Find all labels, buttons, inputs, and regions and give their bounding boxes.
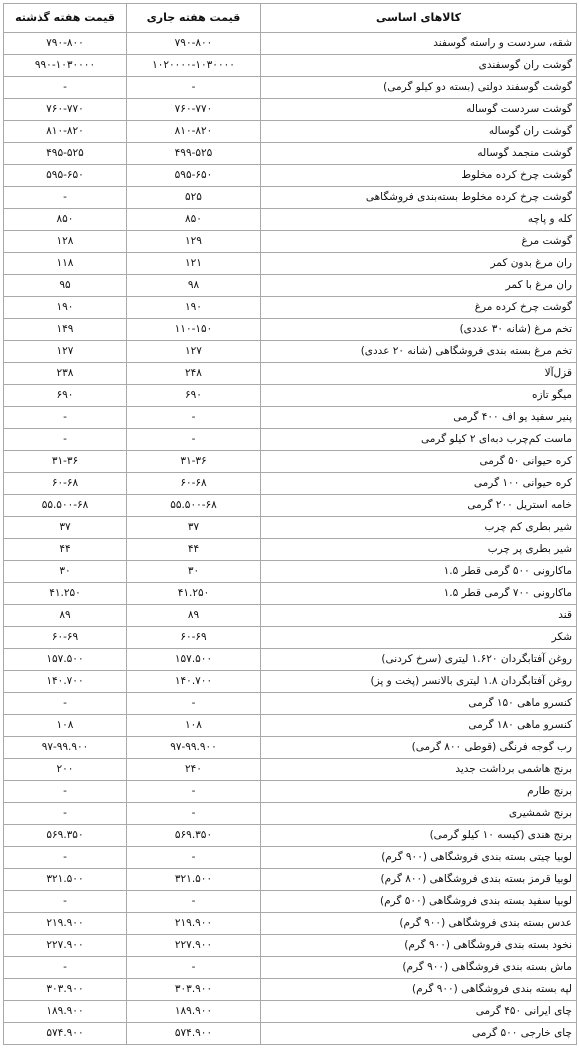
cell-item: کنسرو ماهی ۱۸۰ گرمی (261, 715, 577, 737)
cell-current-price: ۶۰-۶۸ (127, 473, 261, 495)
cell-current-price: ۵۷۴.۹۰۰ (127, 1023, 261, 1045)
cell-current-price: - (127, 693, 261, 715)
cell-previous-price: ۵۶۹.۳۵۰ (4, 825, 127, 847)
cell-previous-price: ۱۲۷ (4, 341, 127, 363)
cell-item: شکر (261, 627, 577, 649)
cell-item: گوشت چرخ کرده مرغ (261, 297, 577, 319)
cell-current-price: ۵۵.۵۰۰-۶۸ (127, 495, 261, 517)
cell-item: ران مرغ با کمر (261, 275, 577, 297)
table-row (4, 319, 577, 341)
cell-item: برنج هندی (کیسه ۱۰ کیلو گرمی) (261, 825, 577, 847)
cell-item: ماست کم‌چرب دبه‌ای ۲ کیلو گرمی (261, 429, 577, 451)
cell-previous-price: ۱۲۸ (4, 231, 127, 253)
cell-item: خامه استریل ۲۰۰ گرمی (261, 495, 577, 517)
table-row (4, 253, 577, 275)
table-row (4, 539, 577, 561)
cell-previous-price: ۷۹۰-۸۰۰ (4, 33, 127, 55)
cell-current-price: ۳۲۱.۵۰۰ (127, 869, 261, 891)
cell-previous-price: ۱۸۹.۹۰۰ (4, 1001, 127, 1023)
cell-current-price: ۴۴ (127, 539, 261, 561)
cell-current-price: ۱۴۰.۷۰۰ (127, 671, 261, 693)
cell-previous-price: ۸۵۰ (4, 209, 127, 231)
cell-item: گوشت منجمد گوساله (261, 143, 577, 165)
table-header-row (4, 4, 577, 33)
cell-previous-price: ۶۹۰ (4, 385, 127, 407)
cell-item: گوشت مرغ (261, 231, 577, 253)
cell-previous-price: ۳۲۱.۵۰۰ (4, 869, 127, 891)
table-row (4, 33, 577, 55)
table-row (4, 143, 577, 165)
cell-current-price: - (127, 847, 261, 869)
cell-previous-price: ۱۹۰ (4, 297, 127, 319)
table-row (4, 759, 577, 781)
cell-previous-price: - (4, 187, 127, 209)
table-row (4, 121, 577, 143)
cell-current-price: - (127, 891, 261, 913)
cell-current-price: ۱۲۹ (127, 231, 261, 253)
cell-item: قند (261, 605, 577, 627)
cell-previous-price: ۸۹ (4, 605, 127, 627)
cell-item: عدس بسته بندی فروشگاهی (۹۰۰ گرم) (261, 913, 577, 935)
table-row (4, 803, 577, 825)
cell-item: قزل‌آلا (261, 363, 577, 385)
cell-item: رب گوجه فرنگی (قوطی ۸۰۰ گرمی) (261, 737, 577, 759)
cell-current-price: ۲۴۸ (127, 363, 261, 385)
cell-current-price: - (127, 957, 261, 979)
cell-item: کنسرو ماهی ۱۵۰ گرمی (261, 693, 577, 715)
cell-current-price: ۵۹۵-۶۵۰ (127, 165, 261, 187)
table-row (4, 495, 577, 517)
table-row (4, 473, 577, 495)
cell-item: برنج هاشمی برداشت جدید (261, 759, 577, 781)
cell-item: لوبیا چیتی بسته بندی فروشگاهی (۹۰۰ گرم) (261, 847, 577, 869)
cell-previous-price: ۴۹۵-۵۲۵ (4, 143, 127, 165)
cell-item: کره حیوانی ۵۰ گرمی (261, 451, 577, 473)
cell-current-price: ۱۰۲۰۰۰۰-۱۰۳۰۰۰۰ (127, 55, 261, 77)
cell-item: گوشت سردست گوساله (261, 99, 577, 121)
cell-previous-price: ۲۰۰ (4, 759, 127, 781)
table-row (4, 517, 577, 539)
cell-current-price: ۸۵۰ (127, 209, 261, 231)
cell-current-price: ۹۸ (127, 275, 261, 297)
cell-previous-price: ۲۳۸ (4, 363, 127, 385)
cell-current-price: ۳۱-۳۶ (127, 451, 261, 473)
cell-current-price: - (127, 429, 261, 451)
table-row (4, 781, 577, 803)
table-row (4, 935, 577, 957)
cell-current-price: ۱۲۷ (127, 341, 261, 363)
price-table (3, 3, 577, 1045)
cell-previous-price: - (4, 957, 127, 979)
table-row (4, 451, 577, 473)
cell-current-price: ۸۹ (127, 605, 261, 627)
table-row (4, 825, 577, 847)
table-row (4, 957, 577, 979)
table-row (4, 561, 577, 583)
cell-item: ماکارونی ۷۰۰ گرمی قطر ۱.۵ (261, 583, 577, 605)
table-row (4, 605, 577, 627)
table-row (4, 913, 577, 935)
cell-current-price: ۱۰۸ (127, 715, 261, 737)
cell-item: نخود بسته بندی فروشگاهی (۹۰۰ گرم) (261, 935, 577, 957)
header-item: کالاهای اساسی (261, 4, 577, 33)
table-row (4, 847, 577, 869)
cell-item: پنیر سفید یو اف ۴۰۰ گرمی (261, 407, 577, 429)
cell-current-price: ۶۰-۶۹ (127, 627, 261, 649)
cell-current-price: ۴۹۹-۵۲۵ (127, 143, 261, 165)
cell-current-price: - (127, 407, 261, 429)
cell-current-price: ۲۴۰ (127, 759, 261, 781)
cell-previous-price: ۶۰-۶۹ (4, 627, 127, 649)
table-row (4, 231, 577, 253)
cell-previous-price: - (4, 429, 127, 451)
cell-item: تخم مرغ (شانه ۳۰ عددی) (261, 319, 577, 341)
table-row (4, 737, 577, 759)
cell-previous-price: ۳۰۳.۹۰۰ (4, 979, 127, 1001)
cell-current-price: ۲۱۹.۹۰۰ (127, 913, 261, 935)
cell-current-price: ۴۱.۲۵۰ (127, 583, 261, 605)
table-row (4, 429, 577, 451)
cell-previous-price: ۹۵ (4, 275, 127, 297)
header-current-week: قیمت هفته جاری (127, 4, 261, 33)
table-row (4, 649, 577, 671)
cell-current-price: ۱۱۰-۱۵۰ (127, 319, 261, 341)
table-row (4, 671, 577, 693)
cell-current-price: - (127, 77, 261, 99)
cell-previous-price: - (4, 781, 127, 803)
cell-previous-price: ۱۰۸ (4, 715, 127, 737)
table-row (4, 407, 577, 429)
cell-item: چای ایرانی ۴۵۰ گرمی (261, 1001, 577, 1023)
table-row (4, 297, 577, 319)
table-row (4, 715, 577, 737)
cell-previous-price: ۴۱.۲۵۰ (4, 583, 127, 605)
cell-current-price: ۳۰۳.۹۰۰ (127, 979, 261, 1001)
cell-previous-price: ۵۹۵-۶۵۰ (4, 165, 127, 187)
table-row (4, 979, 577, 1001)
cell-item: کره حیوانی ۱۰۰ گرمی (261, 473, 577, 495)
table-row (4, 693, 577, 715)
cell-previous-price: ۸۱۰-۸۲۰ (4, 121, 127, 143)
cell-item: ماش بسته بندی فروشگاهی (۹۰۰ گرم) (261, 957, 577, 979)
cell-item: لوبیا سفید بسته بندی فروشگاهی (۵۰۰ گرم) (261, 891, 577, 913)
cell-current-price: ۱۸۹.۹۰۰ (127, 1001, 261, 1023)
cell-item: روغن آفتابگردان ۱.۸ لیتری بالانسر (پخت و پز) (261, 671, 577, 693)
table-row (4, 363, 577, 385)
cell-item: تخم مرغ بسته بندی فروشگاهی (شانه ۲۰ عددی) (261, 341, 577, 363)
table-row (4, 341, 577, 363)
table-row (4, 99, 577, 121)
cell-previous-price: ۳۰ (4, 561, 127, 583)
table-row (4, 583, 577, 605)
cell-current-price: ۷۶۰-۷۷۰ (127, 99, 261, 121)
cell-current-price: ۳۰ (127, 561, 261, 583)
table-row (4, 627, 577, 649)
cell-item: کله و پاچه (261, 209, 577, 231)
table-row (4, 1001, 577, 1023)
cell-item: لپه بسته بندی فروشگاهی (۹۰۰ گرم) (261, 979, 577, 1001)
table-row (4, 275, 577, 297)
cell-item: ماکارونی ۵۰۰ گرمی قطر ۱.۵ (261, 561, 577, 583)
cell-current-price: - (127, 803, 261, 825)
cell-item: شیر بطری کم چرب (261, 517, 577, 539)
cell-current-price: - (127, 781, 261, 803)
cell-item: گوشت گوسفند دولتی (بسته دو کیلو گرمی) (261, 77, 577, 99)
table-row (4, 77, 577, 99)
cell-item: شقه، سردست و راسته گوسفند (261, 33, 577, 55)
cell-item: گوشت ران گوساله (261, 121, 577, 143)
cell-previous-price: - (4, 803, 127, 825)
cell-current-price: ۸۱۰-۸۲۰ (127, 121, 261, 143)
cell-previous-price: ۱۴۰.۷۰۰ (4, 671, 127, 693)
table-row (4, 385, 577, 407)
cell-item: گوشت چرخ کرده مخلوط (261, 165, 577, 187)
cell-item: شیر بطری پر چرب (261, 539, 577, 561)
cell-current-price: ۶۹۰ (127, 385, 261, 407)
cell-current-price: ۹۷-۹۹.۹۰۰ (127, 737, 261, 759)
cell-item: چای خارجی ۵۰۰ گرمی (261, 1023, 577, 1045)
table-row (4, 165, 577, 187)
cell-previous-price: - (4, 891, 127, 913)
cell-current-price: ۱۲۱ (127, 253, 261, 275)
table-row (4, 1023, 577, 1045)
cell-previous-price: ۲۱۹.۹۰۰ (4, 913, 127, 935)
cell-item: برنج طارم (261, 781, 577, 803)
cell-previous-price: ۴۴ (4, 539, 127, 561)
table-row (4, 891, 577, 913)
cell-previous-price: ۹۷-۹۹.۹۰۰ (4, 737, 127, 759)
cell-item: گوشت ران گوسفندی (261, 55, 577, 77)
cell-current-price: ۱۵۷.۵۰۰ (127, 649, 261, 671)
cell-item: گوشت چرخ کرده مخلوط بسته‌بندی فروشگاهی (261, 187, 577, 209)
cell-current-price: ۵۶۹.۳۵۰ (127, 825, 261, 847)
table-body (4, 33, 577, 1045)
cell-previous-price: - (4, 77, 127, 99)
table-row (4, 187, 577, 209)
table-row (4, 869, 577, 891)
cell-previous-price: ۱۴۹ (4, 319, 127, 341)
cell-previous-price: ۵۵.۵۰۰-۶۸ (4, 495, 127, 517)
cell-item: لوبیا قرمز بسته بندی فروشگاهی (۸۰۰ گرم) (261, 869, 577, 891)
cell-previous-price: ۱۵۷.۵۰۰ (4, 649, 127, 671)
table-row (4, 55, 577, 77)
cell-previous-price: - (4, 693, 127, 715)
cell-previous-price: ۲۲۷.۹۰۰ (4, 935, 127, 957)
cell-previous-price: ۳۷ (4, 517, 127, 539)
cell-current-price: ۱۹۰ (127, 297, 261, 319)
cell-previous-price: - (4, 407, 127, 429)
cell-item: ران مرغ بدون کمر (261, 253, 577, 275)
cell-previous-price: - (4, 847, 127, 869)
cell-current-price: ۵۲۵ (127, 187, 261, 209)
cell-previous-price: ۱۱۸ (4, 253, 127, 275)
header-previous-week: قیمت هفته گذشته (4, 4, 127, 33)
cell-previous-price: ۳۱-۳۶ (4, 451, 127, 473)
cell-item: برنج شمشیری (261, 803, 577, 825)
cell-current-price: ۷۹۰-۸۰۰ (127, 33, 261, 55)
cell-previous-price: ۵۷۴.۹۰۰ (4, 1023, 127, 1045)
cell-current-price: ۲۲۷.۹۰۰ (127, 935, 261, 957)
cell-previous-price: ۹۹۰-۱۰۳۰۰۰۰ (4, 55, 127, 77)
cell-item: روغن آفتابگردان ۱.۶۲۰ لیتری (سرخ کردنی) (261, 649, 577, 671)
cell-item: میگو تازه (261, 385, 577, 407)
cell-previous-price: ۶۰-۶۸ (4, 473, 127, 495)
cell-previous-price: ۷۶۰-۷۷۰ (4, 99, 127, 121)
cell-current-price: ۳۷ (127, 517, 261, 539)
table-row (4, 209, 577, 231)
